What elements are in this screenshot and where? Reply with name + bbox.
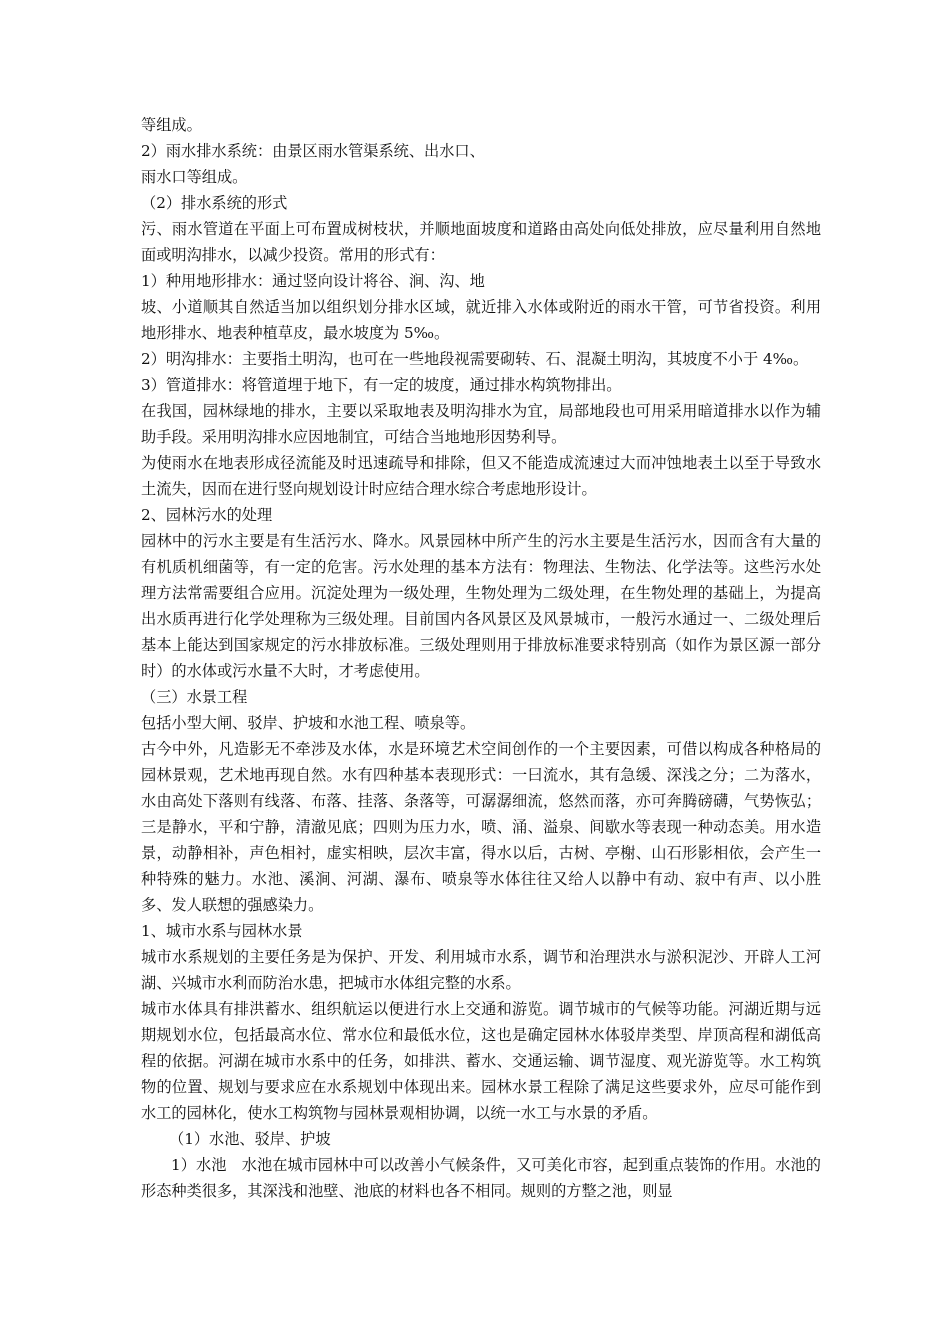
paragraph: 在我国，园林绿地的排水，主要以采取地表及明沟排水为宜，局部地段也可用采用暗道排水以作为辅助手段。采用明沟排水应因地制宜，可结合当地地形因势利导。 xyxy=(141,402,821,446)
section-heading: （2）排水系统的形式 xyxy=(141,194,288,212)
paragraph: 1）水池 水池在城市园林中可以改善小气候条件，又可美化市容，起到重点装饰的作用。水池的形态种类很多，其深浅和池壁、池底的材料也各不相同。规则的方整之池，则显 xyxy=(141,1156,821,1200)
paragraph: 为使雨水在地表形成径流能及时迅速疏导和排除，但又不能造成流速过大而冲蚀地表土以至于导致水土流失，因而在进行竖向规划设计时应结合理水综合考虑地形设计。 xyxy=(141,454,821,498)
section-heading: （三）水景工程 xyxy=(141,688,248,706)
paragraph: 城市水体具有排洪蓄水、组织航运以便进行水上交通和游览。调节城市的气候等功能。河湖近期与远期规划水位，包括最高水位、常水位和最低水位，这也是确定园林水体驳岸类型、岸顶高程和湖低高程的依据。河湖在城市水系中的任务，如排洪、蓄水、交通运输、调节湿度、观光游览等。水工构筑物的位置、规划与要求应在水系规划中体现出来。园林水景工程除了满足这些要求外，应尽可能作到水工的园林化，使水工构筑物与园林景观相协调，以统一水工与水景的矛盾。 xyxy=(141,1000,821,1122)
section-heading: 2、园林污水的处理 xyxy=(141,506,273,524)
paragraph: 雨水口等组成。 xyxy=(141,168,248,186)
section-heading: 1、城市水系与园林水景 xyxy=(141,922,303,940)
paragraph: 等组成。 xyxy=(141,116,202,134)
paragraph: 坡、小道顺其自然适当加以组织划分排水区域，就近排入水体或附近的雨水干管，可节省投资。利用地形排水、地表种植草皮，最水坡度为 5‰。 xyxy=(141,298,821,342)
document-page xyxy=(141,112,821,1204)
paragraph: 1）种用地形排水：通过竖向设计将谷、涧、沟、地 xyxy=(141,272,485,290)
paragraph: 2）雨水排水系统：由景区雨水管渠系统、出水口、 xyxy=(141,142,485,160)
paragraph: 园林中的污水主要是有生活污水、降水。风景园林中所产生的污水主要是生活污水，因而含有大量的有机质机细菌等，有一定的危害。污水处理的基本方法有：物理法、生物法、化学法等。这些污水处理方法常需要组合应用。沉淀处理为一级处理，生物处理为二级处理，在生物处理的基础上，为提高出水质再进行化学处理称为三级处理。目前国内各风景区及风景城市，一般污水通过一、二级处理后基本上能达到国家规定的污水排放标准。三级处理则用于排放标准要求特别高（如作为景区源一部分时）的水体或污水量不大时，才考虑使用。 xyxy=(141,532,821,680)
paragraph: 包括小型大闸、驳岸、护坡和水池工程、喷泉等。 xyxy=(141,714,476,732)
paragraph: 污、雨水管道在平面上可布置成树枝状，并顺地面坡度和道路由高处向低处排放，应尽量利用自然地面或明沟排水，以减少投资。常用的形式有： xyxy=(141,220,821,264)
paragraph: 城市水系规划的主要任务是为保护、开发、利用城市水系，调节和治理洪水与淤积泥沙、开辟人工河湖、兴城市水利而防治水患，把城市水体组完整的水系。 xyxy=(141,948,821,992)
paragraph: 古今中外，凡造影无不牵涉及水体，水是环境艺术空间创作的一个主要因素，可借以构成各种格局的园林景观，艺术地再现自然。水有四种基本表现形式：一曰流水，其有急缓、深浅之分；二为落水，水由高处下落则有线落、布落、挂落、条落等，可潺潺细流，悠然而落，亦可奔腾磅礴，气势恢弘；三是静水，平和宁静，清澈见底；四则为压力水，喷、涌、溢泉、间歇水等表现一种动态美。用水造景，动静相补，声色相衬，虚实相映，层次丰富，得水以后，古树、亭榭、山石形影相依，会产生一种特殊的魅力。水池、溪涧、河湖、瀑布、喷泉等水体往往又给人以静中有动、寂中有声、以小胜多、发人联想的强感染力。 xyxy=(141,740,821,914)
paragraph: 2）明沟排水：主要指土明沟，也可在一些地段视需要砌转、石、混凝土明沟，其坡度不小于 4‰。 xyxy=(141,350,809,368)
subsection-heading: （1）水池、驳岸、护坡 xyxy=(169,1130,331,1148)
paragraph: 3）管道排水：将管道埋于地下，有一定的坡度，通过排水构筑物排出。 xyxy=(141,376,622,394)
